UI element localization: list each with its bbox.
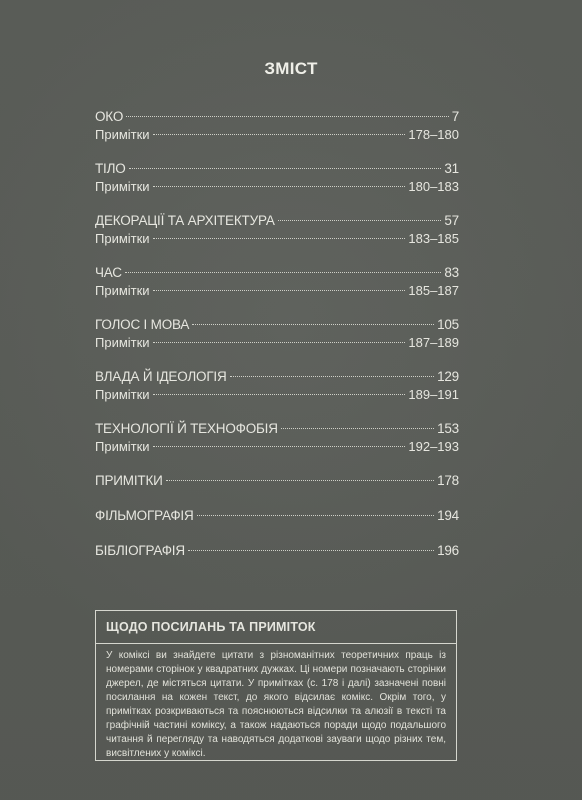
section-title: БІБЛІОГРАФІЯ: [95, 543, 185, 558]
toc-entry: [95, 264, 459, 282]
page-number: 194: [437, 508, 459, 523]
dot-leader: [125, 272, 442, 273]
toc-notes-entry: [95, 282, 459, 300]
notes-label: Примітки: [95, 127, 150, 142]
toc-notes-entry: [95, 230, 459, 248]
chapter-title: ЧАС: [95, 265, 122, 280]
dot-leader: [166, 480, 434, 481]
chapter-title: ТЕХНОЛОГІЇ Й ТЕХНОФОБІЯ: [95, 421, 278, 436]
dot-leader: [230, 376, 435, 377]
dot-leader: [153, 394, 406, 395]
toc-end-section: [95, 542, 459, 560]
toc-entry: [95, 507, 459, 525]
dot-leader: [153, 134, 406, 135]
box-divider: [96, 643, 456, 644]
dot-leader: [197, 515, 435, 516]
notes-label: Примітки: [95, 439, 150, 454]
dot-leader: [126, 116, 449, 117]
notes-label: Примітки: [95, 335, 150, 350]
toc-entry: [95, 160, 459, 178]
dot-leader: [192, 324, 434, 325]
toc-chapter: [95, 160, 459, 196]
chapter-title: ТІЛО: [95, 161, 126, 176]
toc-entry: [95, 472, 459, 490]
page-number: 31: [444, 161, 459, 176]
section-title: ФІЛЬМОГРАФІЯ: [95, 508, 194, 523]
toc-entry: [95, 420, 459, 438]
chapter-title: ВЛАДА Й ІДЕОЛОГІЯ: [95, 369, 227, 384]
toc-chapter: [95, 420, 459, 456]
dot-leader: [188, 550, 434, 551]
toc-entry: [95, 316, 459, 334]
notes-info-box: [95, 610, 457, 761]
dot-leader: [153, 290, 406, 291]
notes-page-range: 185–187: [408, 283, 459, 298]
notes-label: Примітки: [95, 231, 150, 246]
dot-leader: [278, 220, 442, 221]
notes-page-range: 183–185: [408, 231, 459, 246]
page-number: 57: [444, 213, 459, 228]
notes-info-title: ЩОДО ПОСИЛАНЬ ТА ПРИМІТОК: [106, 620, 316, 634]
toc-end-section: [95, 507, 459, 525]
toc-chapter: [95, 108, 459, 144]
dot-leader: [153, 446, 406, 447]
toc-chapter: [95, 264, 459, 300]
toc-notes-entry: [95, 334, 459, 352]
toc-entry: [95, 368, 459, 386]
toc-chapter: [95, 212, 459, 248]
toc-notes-entry: [95, 386, 459, 404]
dot-leader: [153, 342, 406, 343]
toc-notes-entry: [95, 126, 459, 144]
notes-page-range: 187–189: [408, 335, 459, 350]
page-title: ЗМІСТ: [264, 59, 318, 78]
toc-notes-entry: [95, 178, 459, 196]
chapter-title: ДЕКОРАЦІЇ ТА АРХІТЕКТУРА: [95, 213, 275, 228]
page-number: 196: [437, 543, 459, 558]
toc-chapter: [95, 368, 459, 404]
table-of-contents: [95, 108, 459, 577]
notes-label: Примітки: [95, 387, 150, 402]
notes-page-range: 189–191: [408, 387, 459, 402]
page-number: 153: [437, 421, 459, 436]
toc-end-section: [95, 472, 459, 490]
dot-leader: [129, 168, 442, 169]
notes-info-text: У коміксі ви знайдете цитати з різноманітних теоретичних праць із номерами сторінок у квадратних дужках. Ці номери позначають сторінки джерел, де містяться цитати. У примітках (с. 178 і далі) зазначені повні посилання на кожен текст, до якого відсилає комікс. Окрім того, у примітках розкриваються та пояснюються відсилки та алюзії в тексті та графічній частині коміксу, а також надаються поради щодо подальшого читання й перегляду та наводяться додаткові зауваги щодо різних тем, висвітлених у коміксі.: [106, 650, 446, 759]
page-number: 178: [437, 473, 459, 488]
page-number: 7: [451, 109, 459, 124]
section-title: ПРИМІТКИ: [95, 473, 163, 488]
toc-entry: [95, 108, 459, 126]
notes-page-range: 192–193: [408, 439, 459, 454]
page-number: 105: [437, 317, 459, 332]
chapter-title: ОКО: [95, 109, 124, 124]
page-number: 83: [444, 265, 459, 280]
notes-page-range: 178–180: [408, 127, 459, 142]
chapter-title: ГОЛОС І МОВА: [95, 317, 190, 332]
toc-chapter: [95, 316, 459, 352]
dot-leader: [281, 428, 434, 429]
notes-page-range: 180–183: [408, 179, 459, 194]
toc-notes-entry: [95, 438, 459, 456]
toc-entry: [95, 212, 459, 230]
notes-label: Примітки: [95, 283, 150, 298]
page-number: 129: [437, 369, 459, 384]
toc-entry: [95, 542, 459, 560]
dot-leader: [153, 238, 406, 239]
dot-leader: [153, 186, 406, 187]
notes-label: Примітки: [95, 179, 150, 194]
